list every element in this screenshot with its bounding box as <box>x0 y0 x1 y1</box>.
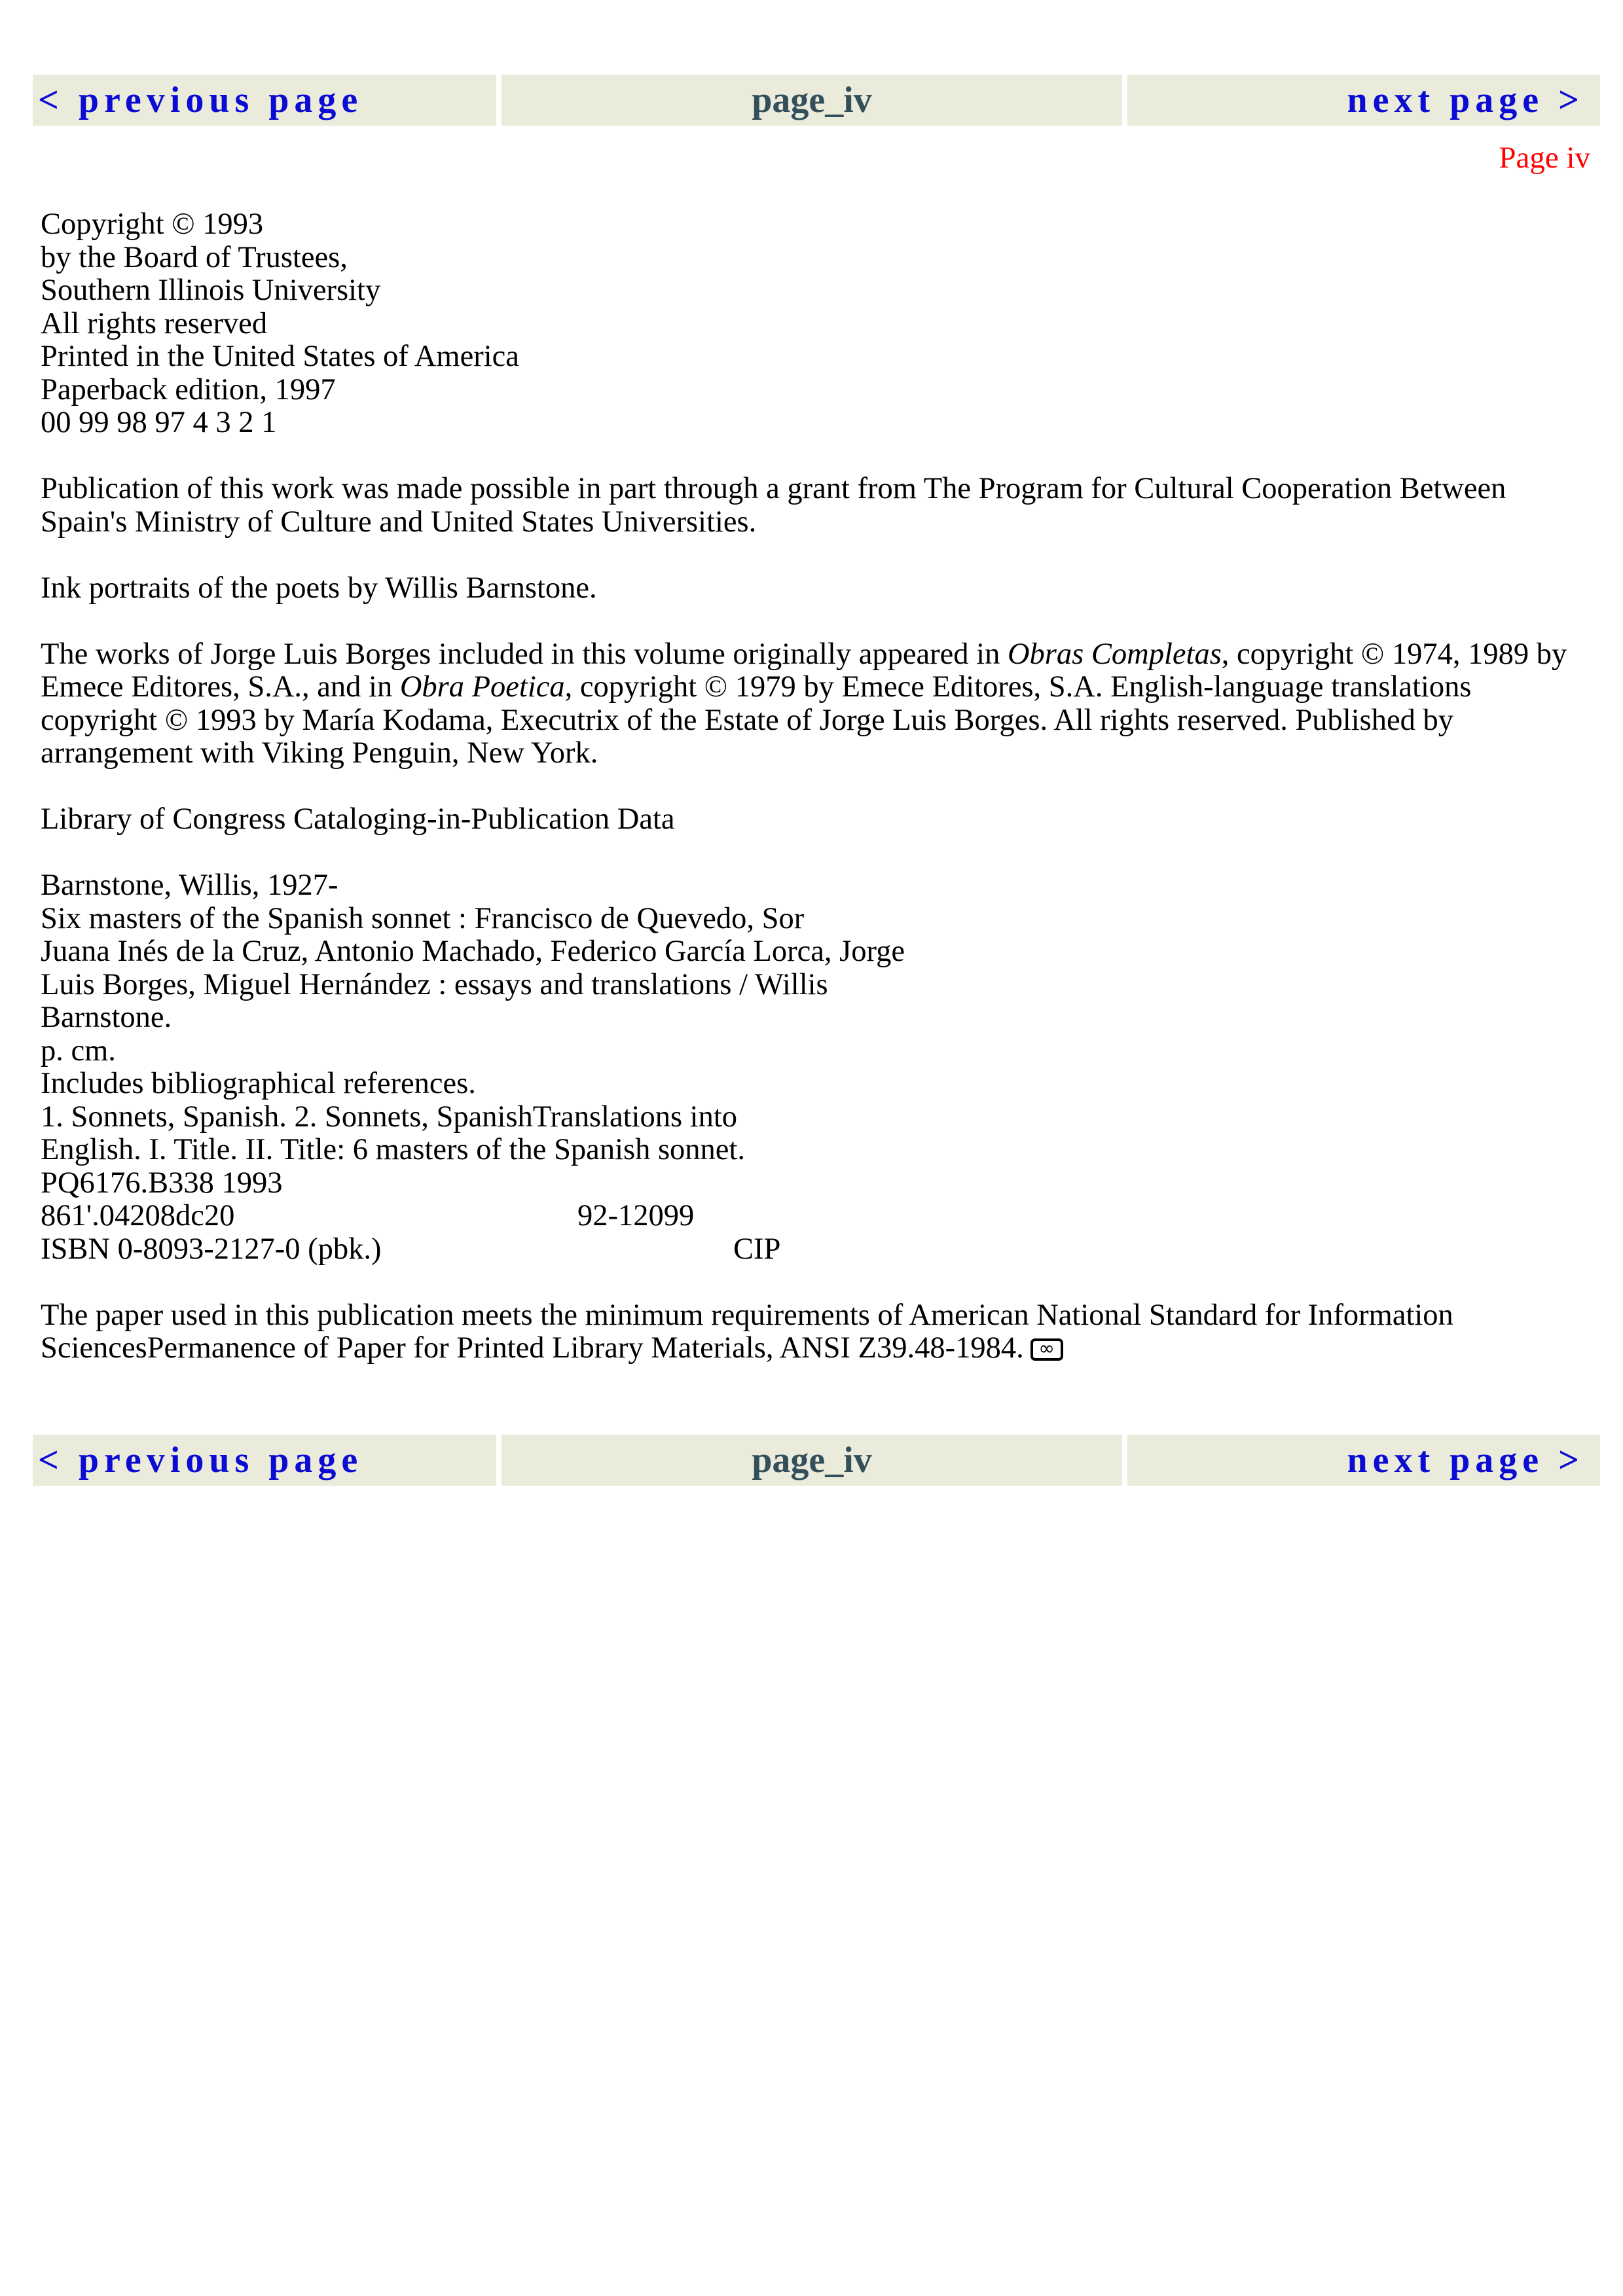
paper-statement-text: The paper used in this publication meets the minimum requirements of American National Standard for Information SciencesPermanence of Paper for Printed Library Materials, ANSI Z39.48-1984. <box>41 1298 1453 1365</box>
bottom-navigation-bar <box>33 1435 1600 1486</box>
borges-text-part: , copyright © 1974, 1989 by Emece Editores, S.A., and in <box>41 637 1567 704</box>
copyright-page-content <box>41 208 1592 1398</box>
dewey-number: 861'.04208dc20 <box>41 1199 235 1232</box>
borges-permissions-paragraph <box>41 638 1592 770</box>
cip-mark: CIP <box>733 1232 781 1266</box>
catalog-line: Includes bibliographical references. <box>41 1067 476 1100</box>
catalog-line: English. I. Title. II. Title: 6 masters of the Spanish sonnet. <box>41 1133 745 1166</box>
copyright-line: by the Board of Trustees, <box>41 240 348 274</box>
printing-line: 00 99 98 97 4 3 2 1 <box>41 406 277 439</box>
next-page-link[interactable]: next page > <box>1127 1435 1600 1486</box>
copyright-line: All rights reserved <box>41 306 268 340</box>
catalog-line: p. cm. <box>41 1033 116 1067</box>
copyright-line: Paperback edition, 1997 <box>41 372 336 406</box>
dewey-lccn-row <box>41 1200 1592 1233</box>
copyright-line: Copyright © 1993 <box>41 207 264 241</box>
obra-poetica-title: Obra Poetica <box>399 670 565 704</box>
call-number: PQ6176.B338 1993 <box>41 1166 283 1200</box>
cip-heading: Library of Congress Cataloging-in-Publication Data <box>41 802 675 836</box>
copyright-line: Printed in the United States of America <box>41 340 519 373</box>
isbn-number: ISBN 0-8093-2127-0 (pbk.) <box>41 1232 382 1266</box>
previous-page-link[interactable]: < previous page <box>33 1435 496 1486</box>
borges-text-part: The works of Jorge Luis Borges included in this volume originally appeared in <box>41 637 1008 671</box>
publication-grant-paragraph: Publication of this work was made possible in part through a grant from The Program for Cultural Cooperation Between Spain's Ministry of Culture and United States Universities. <box>41 472 1506 539</box>
portraits-credit: Ink portraits of the poets by Willis Barnstone. <box>41 571 597 605</box>
catalog-line: Juana Inés de la Cruz, Antonio Machado, Federico García Lorca, Jorge <box>41 935 905 968</box>
top-navigation-bar <box>33 75 1600 126</box>
copyright-block <box>41 208 1592 440</box>
previous-page-link[interactable]: < previous page <box>33 75 496 126</box>
lccn-number: 92-12099 <box>577 1199 695 1232</box>
catalog-line: Six masters of the Spanish sonnet : Francisco de Quevedo, Sor <box>41 901 805 935</box>
copyright-line: Southern Illinois University <box>41 274 381 307</box>
catalog-line: Barnstone. <box>41 1001 172 1034</box>
catalog-line: Barnstone, Willis, 1927- <box>41 869 338 902</box>
next-page-link[interactable]: next page > <box>1127 75 1600 126</box>
catalog-line: 1. Sonnets, Spanish. 2. Sonnets, SpanishTranslations into <box>41 1100 738 1134</box>
isbn-row <box>41 1233 1592 1266</box>
page-id-label: page_iv <box>501 1435 1122 1486</box>
page-number-label: Page iv <box>1499 141 1590 175</box>
infinity-paper-permanence-icon: ∞ <box>1030 1338 1063 1361</box>
page-id-label: page_iv <box>501 75 1122 126</box>
paper-statement-paragraph <box>41 1299 1592 1365</box>
obras-completas-title: Obras Completas <box>1007 637 1222 671</box>
catalog-line: Luis Borges, Miguel Hernández : essays and translations / Willis <box>41 967 828 1001</box>
catalog-record <box>41 869 1592 1266</box>
borges-text-part: , copyright © 1979 by Emece Editores, S.A. English-language translations copyright © 1993 by María Kodama, Executrix of the Estate of Jorge Luis Borges. All rights reserved. Published by arrangement with Viking Penguin, New York. <box>41 670 1472 770</box>
